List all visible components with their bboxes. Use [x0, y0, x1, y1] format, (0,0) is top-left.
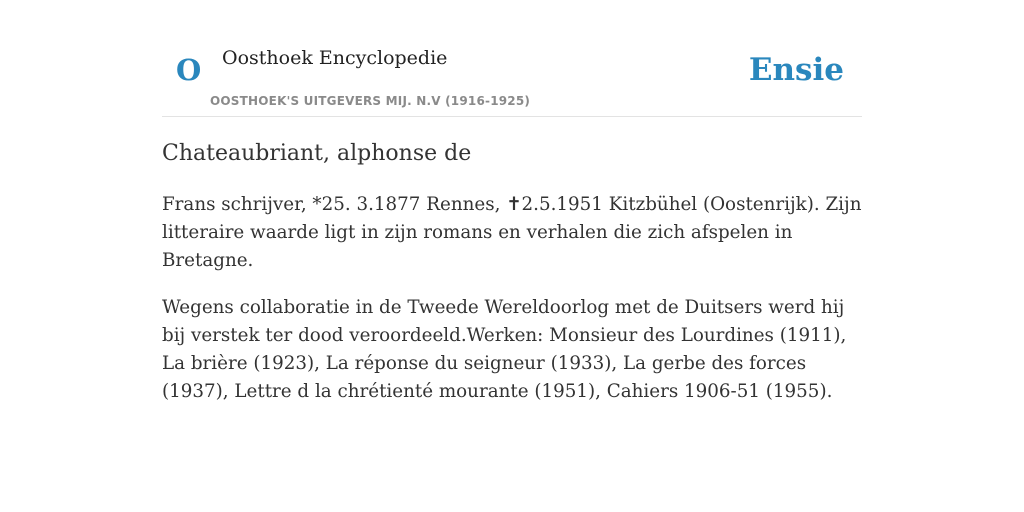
article-title: Chateaubriant, alphonse de [162, 141, 472, 166]
site-header [162, 0, 862, 117]
article [162, 137, 862, 406]
site-title-link[interactable]: Oosthoek Encyclopedie [222, 47, 448, 69]
article-paragraph: Frans schrijver, *25. 3.1877 Rennes, ✝2.5.1951 Kitzbühel (Oostenrijk). Zijn litteraire waarde ligt in zijn romans en verhalen die zich afspelen in Bretagne. [162, 194, 862, 271]
article-paragraph: Wegens collaboratie in de Tweede Wereldoorlog met de Duitsers werd hij bij verstek ter dood veroordeeld.Werken: Monsieur des Lourdines (1911), La brière (1923), La réponse du seigneur (1933), La gerbe des forces (1937), Lettre d la chrétienté mourante (1951), Cahiers 1906-51 (1955). [162, 297, 847, 402]
brand-logo-link[interactable]: Ensie [748, 52, 844, 88]
site-subtitle: OOSTHOEK'S UITGEVERS MIJ. N.V (1916-1925) [210, 94, 531, 108]
logo-icon[interactable]: O [176, 53, 202, 87]
